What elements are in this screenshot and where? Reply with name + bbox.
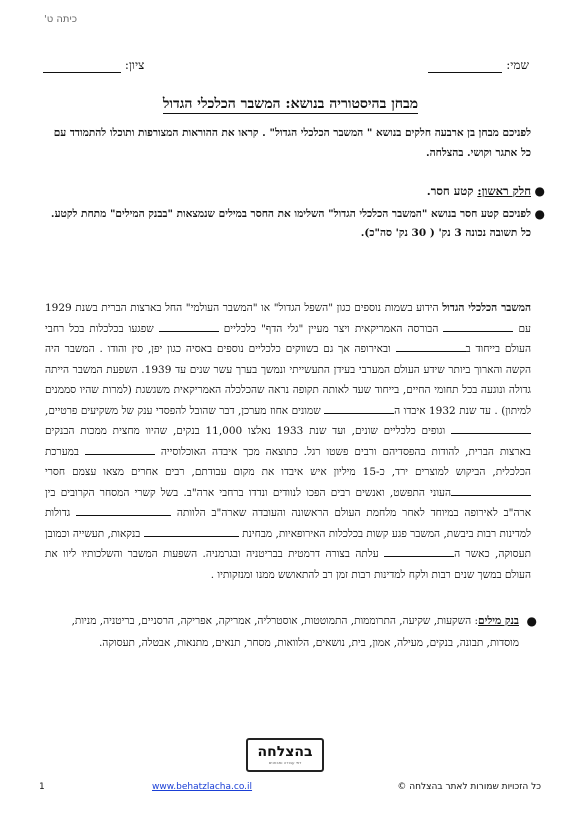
grade-field[interactable] bbox=[43, 58, 144, 73]
part1-label: חלק ראשון: bbox=[477, 184, 531, 198]
bullet-icon: ● bbox=[534, 207, 545, 221]
blank-1[interactable] bbox=[443, 320, 513, 332]
word-bank-colon: : bbox=[471, 615, 479, 627]
grade-blank-line[interactable] bbox=[43, 60, 121, 73]
passage-text: ובאירופה אך גם בשווקים כלכליים נוספים באסיה כגון יפן, סין והודו . המשבר היה הקשה והארוך ביותר שידע העולם המערבי בעידן התעשייתי ונמשך בערך עשר שנים עד 1939. השפעת המשבר הייתה גדולה ונוגעה בכל תחומי החיים, בייחוד שעד לאותה תקופה נראה שהכלכלה האמריקאית משגשגת (למרות שהיו סממנים למיתון) . עד שנת 1932 איבדו ה bbox=[45, 343, 532, 417]
name-blank-line[interactable] bbox=[428, 60, 502, 73]
part1-heading bbox=[45, 182, 545, 201]
blank-10[interactable] bbox=[384, 545, 454, 557]
part1-instructions bbox=[45, 205, 545, 243]
passage-text: במערכת הכלכלית, הביקוש למוצרים ירד, כ-15 מיליון איש איבדו את מקום עבודתם, רבים אחרים מצאו עצמם חסרי bbox=[45, 445, 531, 478]
class-label: כיתה ט' bbox=[43, 14, 77, 25]
blank-7[interactable] bbox=[451, 484, 531, 496]
passage-text: וגופים כלכליים שונים, ועד שנת 1933 נאלצו 11,000 בנקים, שהיוו מחצית ממכות הבנקים בארצות הברית, להודות בהפסדיהם ורבים פשטו רגל. כתוצאה מכך איבדה האוכלוסייה bbox=[45, 425, 531, 458]
passage-lead: המשבר הכלכלי הגדול bbox=[442, 302, 532, 314]
exam-title-text: מבחן בהיסטוריה בנושא: המשבר הכלכלי הגדול bbox=[162, 96, 419, 112]
name-field[interactable] bbox=[428, 58, 529, 73]
page-number: 1 bbox=[39, 782, 45, 792]
passage-text: גדולות למדינות רבות ביבשת, המשבר פגע קשות בכלכלות האירופאיות, מבחינת bbox=[45, 507, 531, 540]
exam-title bbox=[0, 96, 581, 113]
student-details-row bbox=[43, 58, 529, 78]
passage-text: הבורסה האמריקאית ויצר מעיין "גלי הדף" כלכליים bbox=[218, 322, 444, 335]
blank-5[interactable] bbox=[451, 422, 531, 434]
blank-6[interactable] bbox=[85, 443, 155, 455]
blank-8[interactable] bbox=[76, 504, 171, 516]
bullet-icon: ● bbox=[534, 184, 545, 198]
word-bank-title: בנק מילים bbox=[478, 615, 519, 627]
word-bank bbox=[45, 610, 537, 654]
passage-text: שמונים אחוז מערכן, דבר שהובל להפסדי ענק של משקיעים פרטיים, bbox=[45, 404, 325, 417]
passage-text: בנקאות, תעשייה וכמובן תעסוקה, כאשר ה bbox=[45, 527, 531, 560]
passage-text: העוני התפשט, ואנשים רבים הפכו לנוודים ונדדו ברחבי ארה"ב. בשל קשרי המסחר הקרובים בין ארה"ב לאירופה במיוחד לאחר מלחמת העולם הראשונה והעובדה שארה"ב הלוותה bbox=[45, 486, 531, 519]
bullet-icon: ● bbox=[526, 614, 537, 628]
copyright-text: כל הזכויות שמורות לאתר בהצלחה © bbox=[397, 782, 541, 792]
part1-instructions-text: לפניכם קטע חסר בנושא "המשבר הכלכלי הגדול" השלימו את החסר במילים שנמצאות "בבנק המילים" מתחת לקטע. כל תשובה נכונה 3 נק' ( 30 נק' סה"כ). bbox=[50, 208, 531, 239]
exam-intro: לפניכם מבחן בן ארבעה חלקים בנושא " המשבר הכלכלי הגדול" . קראו את ההוראות המצורפות ותוכלו להתמודד עם כל אתגר וקושי. בהצלחה. bbox=[53, 127, 531, 159]
blank-3[interactable] bbox=[396, 340, 466, 352]
grade-label: ציון: bbox=[124, 58, 145, 72]
behatzlacha-logo bbox=[246, 738, 324, 772]
part1-title: קטע חסר. bbox=[426, 184, 478, 198]
passage-text: שפגעו בכלכלות בכל רחבי העולם בייחוד ב bbox=[45, 322, 531, 355]
blank-4[interactable] bbox=[324, 402, 394, 414]
page-footer bbox=[39, 782, 541, 796]
blank-2[interactable] bbox=[159, 320, 219, 332]
blank-9[interactable] bbox=[144, 525, 239, 537]
website-link[interactable]: www.behatzlacha.co.il bbox=[152, 782, 253, 792]
logo-text: בהצלחה bbox=[257, 744, 313, 760]
name-label: שמי: bbox=[506, 58, 529, 72]
logo-tagline: דפי עבודה ומבחנים bbox=[268, 760, 302, 765]
word-bank-words: השקעות, שקיעה, התרוממות, התמוטטות, אוסטרליה, אמריקה, אפריקה, הרסניים, בריטניה, מניות, מוסדות, תבונה, בנקים, מעילה, אמון, בית, נושאים, הלוואות, מסחר, תנאים, מתנאות, אבטלה, תעסוקה. bbox=[71, 615, 519, 649]
cloze-passage bbox=[45, 298, 531, 585]
passage-text: הידוע בשמות נוספים כגון "השפל הגדול" או "המשבר העולמי" החל בארצות הברית בשנת 1929 עם bbox=[45, 302, 531, 335]
passage-text: עלתה בצורה דרמטית בבריטניה ובגרמניה. השפעות המשבר והשלכותיו ליוו את העולם במשך שנים רבות ולקח למדינות רבות זמן רב להתאושש ממנו ומנזקותיו . bbox=[45, 548, 531, 581]
